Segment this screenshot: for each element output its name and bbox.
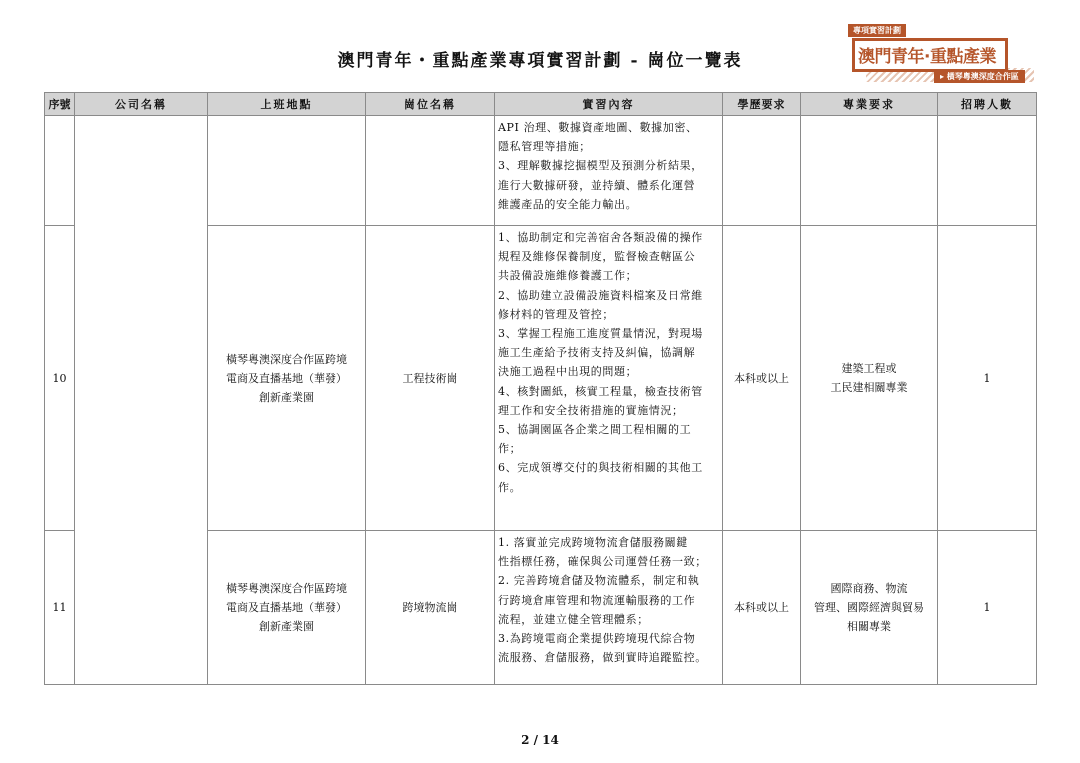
table-row xyxy=(45,116,1037,226)
logo-tag: 專項實習計劃 xyxy=(848,24,906,37)
cell-position: 跨境物流崗 xyxy=(366,531,495,685)
header-headcount: 招聘人數 xyxy=(938,93,1037,116)
cell-index xyxy=(45,116,75,226)
cell-headcount xyxy=(938,116,1037,226)
header-content: 實習內容 xyxy=(495,93,723,116)
cell-position xyxy=(366,116,495,226)
cell-education: 本科或以上 xyxy=(723,531,801,685)
cell-location xyxy=(208,116,366,226)
cell-company xyxy=(75,116,208,685)
cell-content: 1、協助制定和完善宿舍各類設備的操作 規程及維修保養制度，監督檢查轄區公 共設備設施維修養護工作； 2、協助建立設備設施資料檔案及日常維 修材料的管理及管控； 3、掌握工程施工進度質量情況，對現場 施工生產給予技術支持及糾偏，協調解 決施工過程中出現的問題； 4、核對圖紙，核實工程量，檢查技術管 理工作和安全技術措施的實施情況； 5、協調園區各企業之間工程相關的工 作； 6、完成領導交付的與技術相關的其他工 作。 xyxy=(495,226,723,531)
logo-subtitle: ▸ 橫琴粵澳深度合作區 xyxy=(934,70,1025,83)
cell-headcount: 1 xyxy=(938,531,1037,685)
header-index: 序號 xyxy=(45,93,75,116)
table-header-row xyxy=(45,93,1037,116)
cell-major xyxy=(801,116,938,226)
cell-education xyxy=(723,116,801,226)
cell-headcount: 1 xyxy=(938,226,1037,531)
logo-main-text: 澳門青年·重點產業 xyxy=(858,47,996,67)
cell-index: 11 xyxy=(45,531,75,685)
cell-major: 國際商務、物流 管理、國際經濟與貿易 相關專業 xyxy=(801,531,938,685)
program-logo xyxy=(846,24,1036,88)
cell-content: API 治理、數據資產地圖、數據加密、 隱私管理等措施； 3、理解數據挖掘模型及預測分析結果， 進行大數據研發，並持續、體系化運營 維護產品的安全能力輸出。 xyxy=(495,116,723,226)
header-company: 公司名稱 xyxy=(75,93,208,116)
header-major: 專業要求 xyxy=(801,93,938,116)
cell-major: 建築工程或 工民建相關專業 xyxy=(801,226,938,531)
page-title: 澳門青年・重點產業專項實習計劃 - 崗位一覽表 xyxy=(337,51,743,71)
cell-location: 橫琴粵澳深度合作區跨境 電商及直播基地（華發） 創新產業園 xyxy=(208,226,366,531)
header-position: 崗位名稱 xyxy=(366,93,495,116)
page-indicator: 2 / 14 xyxy=(521,733,559,747)
cell-index: 10 xyxy=(45,226,75,531)
positions-table xyxy=(44,92,1037,685)
cell-location: 橫琴粵澳深度合作區跨境 電商及直播基地（華發） 創新產業園 xyxy=(208,531,366,685)
cell-education: 本科或以上 xyxy=(723,226,801,531)
header-location: 上班地點 xyxy=(208,93,366,116)
cell-position: 工程技術崗 xyxy=(366,226,495,531)
cell-content: 1. 落實並完成跨境物流倉儲服務關鍵 性指標任務，確保與公司運營任務一致； 2. 完善跨境倉儲及物流體系，制定和執 行跨境倉庫管理和物流運輸服務的工作 流程，並建立健全管理體系； 3.為跨境電商企業提供跨境現代綜合物 流服務、倉儲服務，做到實時追蹤監控。 xyxy=(495,531,723,685)
header-education: 學歷要求 xyxy=(723,93,801,116)
